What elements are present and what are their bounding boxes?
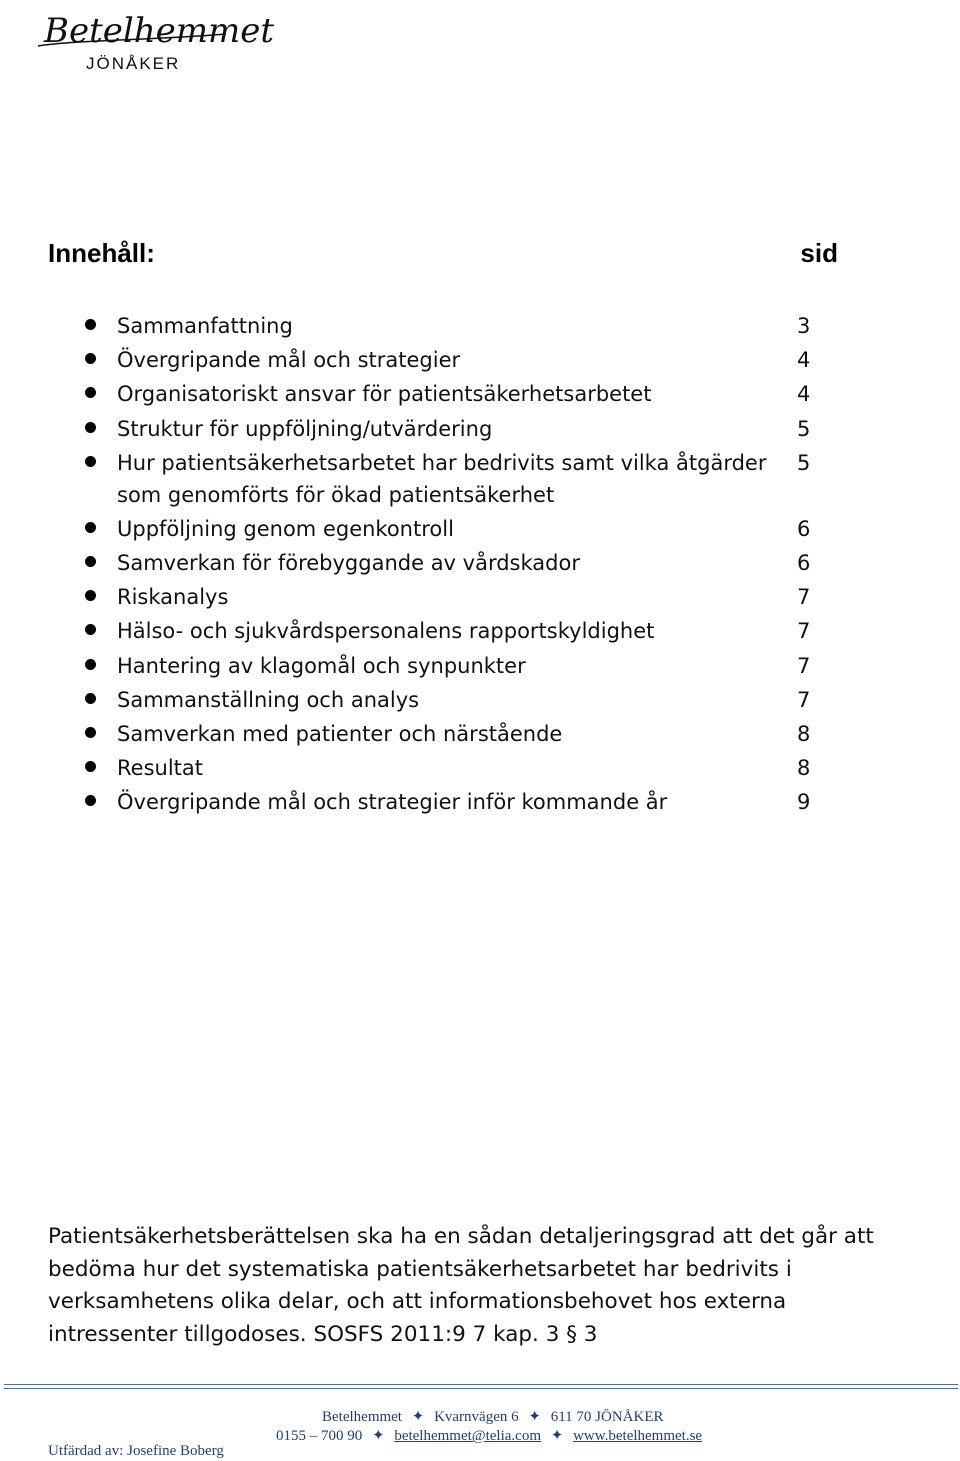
bullet-icon	[85, 456, 96, 467]
footer-web-link[interactable]: www.betelhemmet.se	[573, 1428, 703, 1444]
logo-script-icon	[36, 4, 275, 54]
toc-item-label-line1: Hur patientsäkerhetsarbetet har bedrivits samt vilka åtgärder	[117, 450, 767, 475]
regulation-note: Patientsäkerhetsberättelsen ska ha en sådan detaljeringsgrad att det går att bedöma hur det systematiska patientsäkerhetsarbetet har bedrivits i verksamhetens olika delar, och att informationsbehovet hos externa intressenter tillgodoses. SOSFS 2011:9 7 kap. 3 § 3	[48, 1224, 874, 1347]
bullet-icon	[85, 319, 96, 330]
toc-item	[0, 341, 960, 375]
toc-item-label: Hälso- och sjukvårdspersonalens rapportskyldighet	[117, 619, 655, 644]
toc-item-label: Uppföljning genom egenkontroll	[117, 516, 454, 541]
logo-wordmark: Betelhemmet	[44, 11, 275, 51]
toc-item-page: 9	[797, 790, 811, 815]
footer-address	[0, 1407, 960, 1426]
bullet-icon	[85, 422, 96, 433]
star-separator-icon: ✦	[372, 1428, 385, 1444]
bullet-icon	[85, 624, 96, 635]
toc-item-label: Sammanfattning	[117, 314, 293, 338]
toc-item	[0, 783, 960, 817]
toc-item-label: Samverkan för förebyggande av vårdskador	[117, 550, 580, 575]
betelhemmet-logo	[36, 4, 275, 74]
toc-item	[0, 715, 960, 749]
star-separator-icon: ✦	[528, 1409, 541, 1425]
toc-item-page: 5	[797, 416, 811, 441]
footer-street: Kvarnvägen 6	[434, 1409, 519, 1425]
toc-item-label: Struktur för uppföljning/utvärdering	[117, 416, 493, 441]
bullet-icon	[85, 590, 96, 601]
toc-item-page: 8	[797, 721, 811, 746]
toc-item	[0, 578, 960, 612]
toc-header	[48, 238, 838, 269]
toc-item-page: 4	[797, 382, 811, 407]
toc-item-page: 7	[797, 619, 811, 644]
toc-item-page: 3	[797, 314, 811, 338]
bullet-icon	[85, 353, 96, 364]
toc-heading: Innehåll:	[48, 238, 155, 268]
toc-item-page: 5	[797, 450, 811, 475]
toc-item	[0, 612, 960, 646]
toc-item-label	[117, 447, 792, 511]
star-separator-icon: ✦	[550, 1428, 564, 1444]
star-separator-icon: ✦	[411, 1409, 425, 1425]
toc-item-page: 6	[797, 516, 811, 541]
toc-item-label: Hantering av klagomål och synpunkter	[117, 653, 526, 678]
toc-item-page: 7	[797, 585, 811, 610]
bullet-icon	[85, 659, 96, 670]
bullet-icon	[85, 556, 96, 567]
toc-item	[0, 375, 960, 409]
footer-org: Betelhemmet	[322, 1409, 402, 1425]
footer-postal: 611 70 JÖNÅKER	[550, 1409, 664, 1425]
issued-by: Utfärdad av: Josefine Boberg	[48, 1443, 224, 1459]
footer-divider	[4, 1384, 958, 1389]
toc-item	[0, 647, 960, 681]
toc-item-label: Sammanställning och analys	[117, 687, 420, 712]
logo-subtitle: JÖNÅKER	[86, 54, 181, 73]
toc-item-page: 4	[797, 348, 811, 373]
toc-item-page: 7	[797, 687, 811, 712]
toc-item	[0, 410, 960, 444]
toc-item	[0, 544, 960, 578]
footer-phone: 0155 – 700 90	[276, 1428, 363, 1444]
toc-item-label: Organisatoriskt ansvar för patientsäkerhetsarbetet	[117, 382, 652, 407]
toc-page-heading: sid	[800, 238, 838, 268]
toc-item-label: Övergripande mål och strategier	[117, 348, 461, 373]
toc-item	[0, 681, 960, 715]
toc-item-label-line2: som genomförts för ökad patientsäkerhet	[117, 482, 555, 507]
bullet-icon	[85, 387, 96, 398]
bullet-icon	[85, 693, 96, 704]
bullet-icon	[85, 522, 96, 533]
table-of-contents	[0, 307, 960, 817]
toc-item-label: Övergripande mål och strategier inför kommande år	[117, 790, 668, 815]
bullet-icon	[85, 727, 96, 738]
toc-item-label: Riskanalys	[117, 585, 229, 610]
bullet-icon	[85, 761, 96, 772]
toc-item-page: 8	[797, 756, 811, 781]
toc-item-label: Samverkan med patienter och närstående	[117, 721, 563, 746]
bullet-icon	[85, 795, 96, 806]
toc-item	[0, 444, 960, 510]
footer-email-link[interactable]: betelhemmet@telia.com	[394, 1428, 542, 1444]
toc-item	[0, 749, 960, 783]
toc-item	[0, 307, 960, 341]
toc-item-label: Resultat	[117, 756, 203, 781]
toc-item	[0, 510, 960, 544]
toc-item-page: 7	[797, 653, 811, 678]
toc-item-page: 6	[797, 550, 811, 575]
